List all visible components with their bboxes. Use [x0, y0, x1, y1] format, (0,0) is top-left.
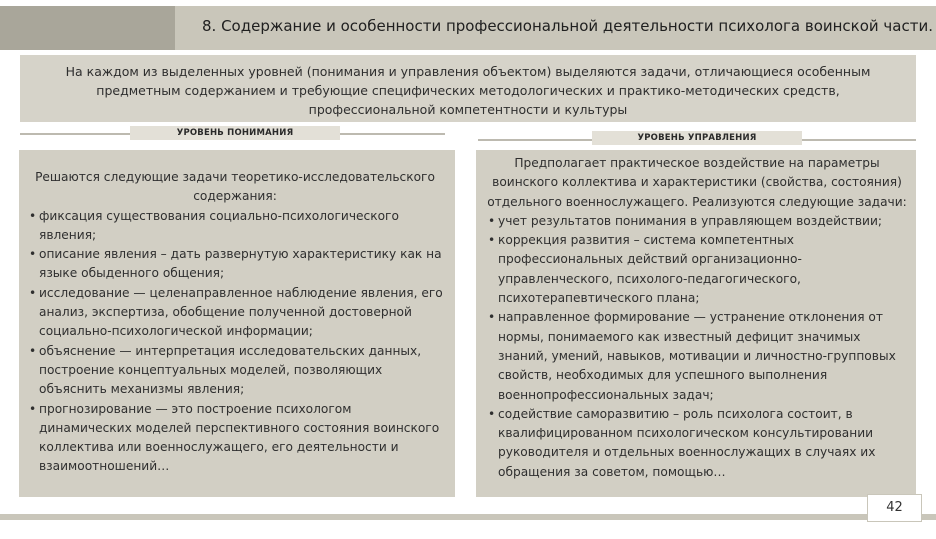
title-accent: [0, 6, 175, 50]
slide-title: 8. Содержание и особенности профессиональной деятельности психолога воинской части.: [201, 17, 933, 35]
page-number: 42: [867, 494, 922, 522]
intro-line: профессиональной компетентности и культуры: [308, 102, 628, 117]
right-level-label: УРОВЕНЬ УПРАВЛЕНИЯ: [592, 131, 802, 145]
management-panel: [476, 150, 916, 497]
footer-bar: [0, 514, 936, 520]
list-item: • направленное формирование — устранение отклонения от нормы, понимаемого как известный дефицит значимых знаний, умений, навыков, мотивации и личностно-групповых свойств, необходимых для успешного выполнения военнопрофессиональных задач;: [486, 308, 908, 404]
list-item: • содействие саморазвитию – роль психолога состоит, в квалифицированном психологическом консультировании руководителя и отдельных военнослужащих в случаях их обращения за советом, помощью…: [486, 405, 908, 482]
list-item: • объяснение — интерпретация исследовательских данных, построение концептуальных моделей, позволяющих объяснить механизмы явления;: [27, 342, 443, 400]
intro-box: [20, 55, 916, 122]
understanding-panel: [19, 150, 455, 497]
task-list: [27, 207, 443, 477]
panel-heading: Решаются следующие задачи теоретико-исследовательского содержания:: [35, 170, 435, 204]
list-item: • фиксация существования социально-психологического явления;: [27, 207, 443, 246]
list-item: • учет результатов понимания в управляющем воздействии;: [486, 212, 908, 231]
list-item: • прогнозирование — это построение психологом динамических моделей перспективного состояния воинского коллектива или военнослужащего, его деятельности и взаимоотношений…: [27, 400, 443, 477]
list-item: • описание явления – дать развернутую характеристику как на языке обыденного общения;: [27, 245, 443, 284]
list-item: • исследование — целенаправленное наблюдение явления, его анализ, экспертиза, обобщение полученной достоверной социально-психологической информации;: [27, 284, 443, 342]
panel-heading: Предполагает практическое воздействие на параметры воинского коллектива и характеристики (свойства, состояния) отдельного военнослужащего. Реализуются следующие задачи:: [487, 156, 907, 209]
intro-line: На каждом из выделенных уровней (понимания и управления объектом) выделяются задачи, отличающиеся особенным: [65, 64, 871, 79]
list-item: • коррекция развития – система компетентных профессиональных действий организационно-управленческого, психолого-педагогического, психотерапевтического плана;: [486, 231, 908, 308]
task-list: [486, 212, 908, 482]
intro-line: предметным содержанием и требующие специфических методологических и практико-методических средств,: [96, 83, 840, 98]
left-level-label: УРОВЕНЬ ПОНИМАНИЯ: [130, 126, 340, 140]
